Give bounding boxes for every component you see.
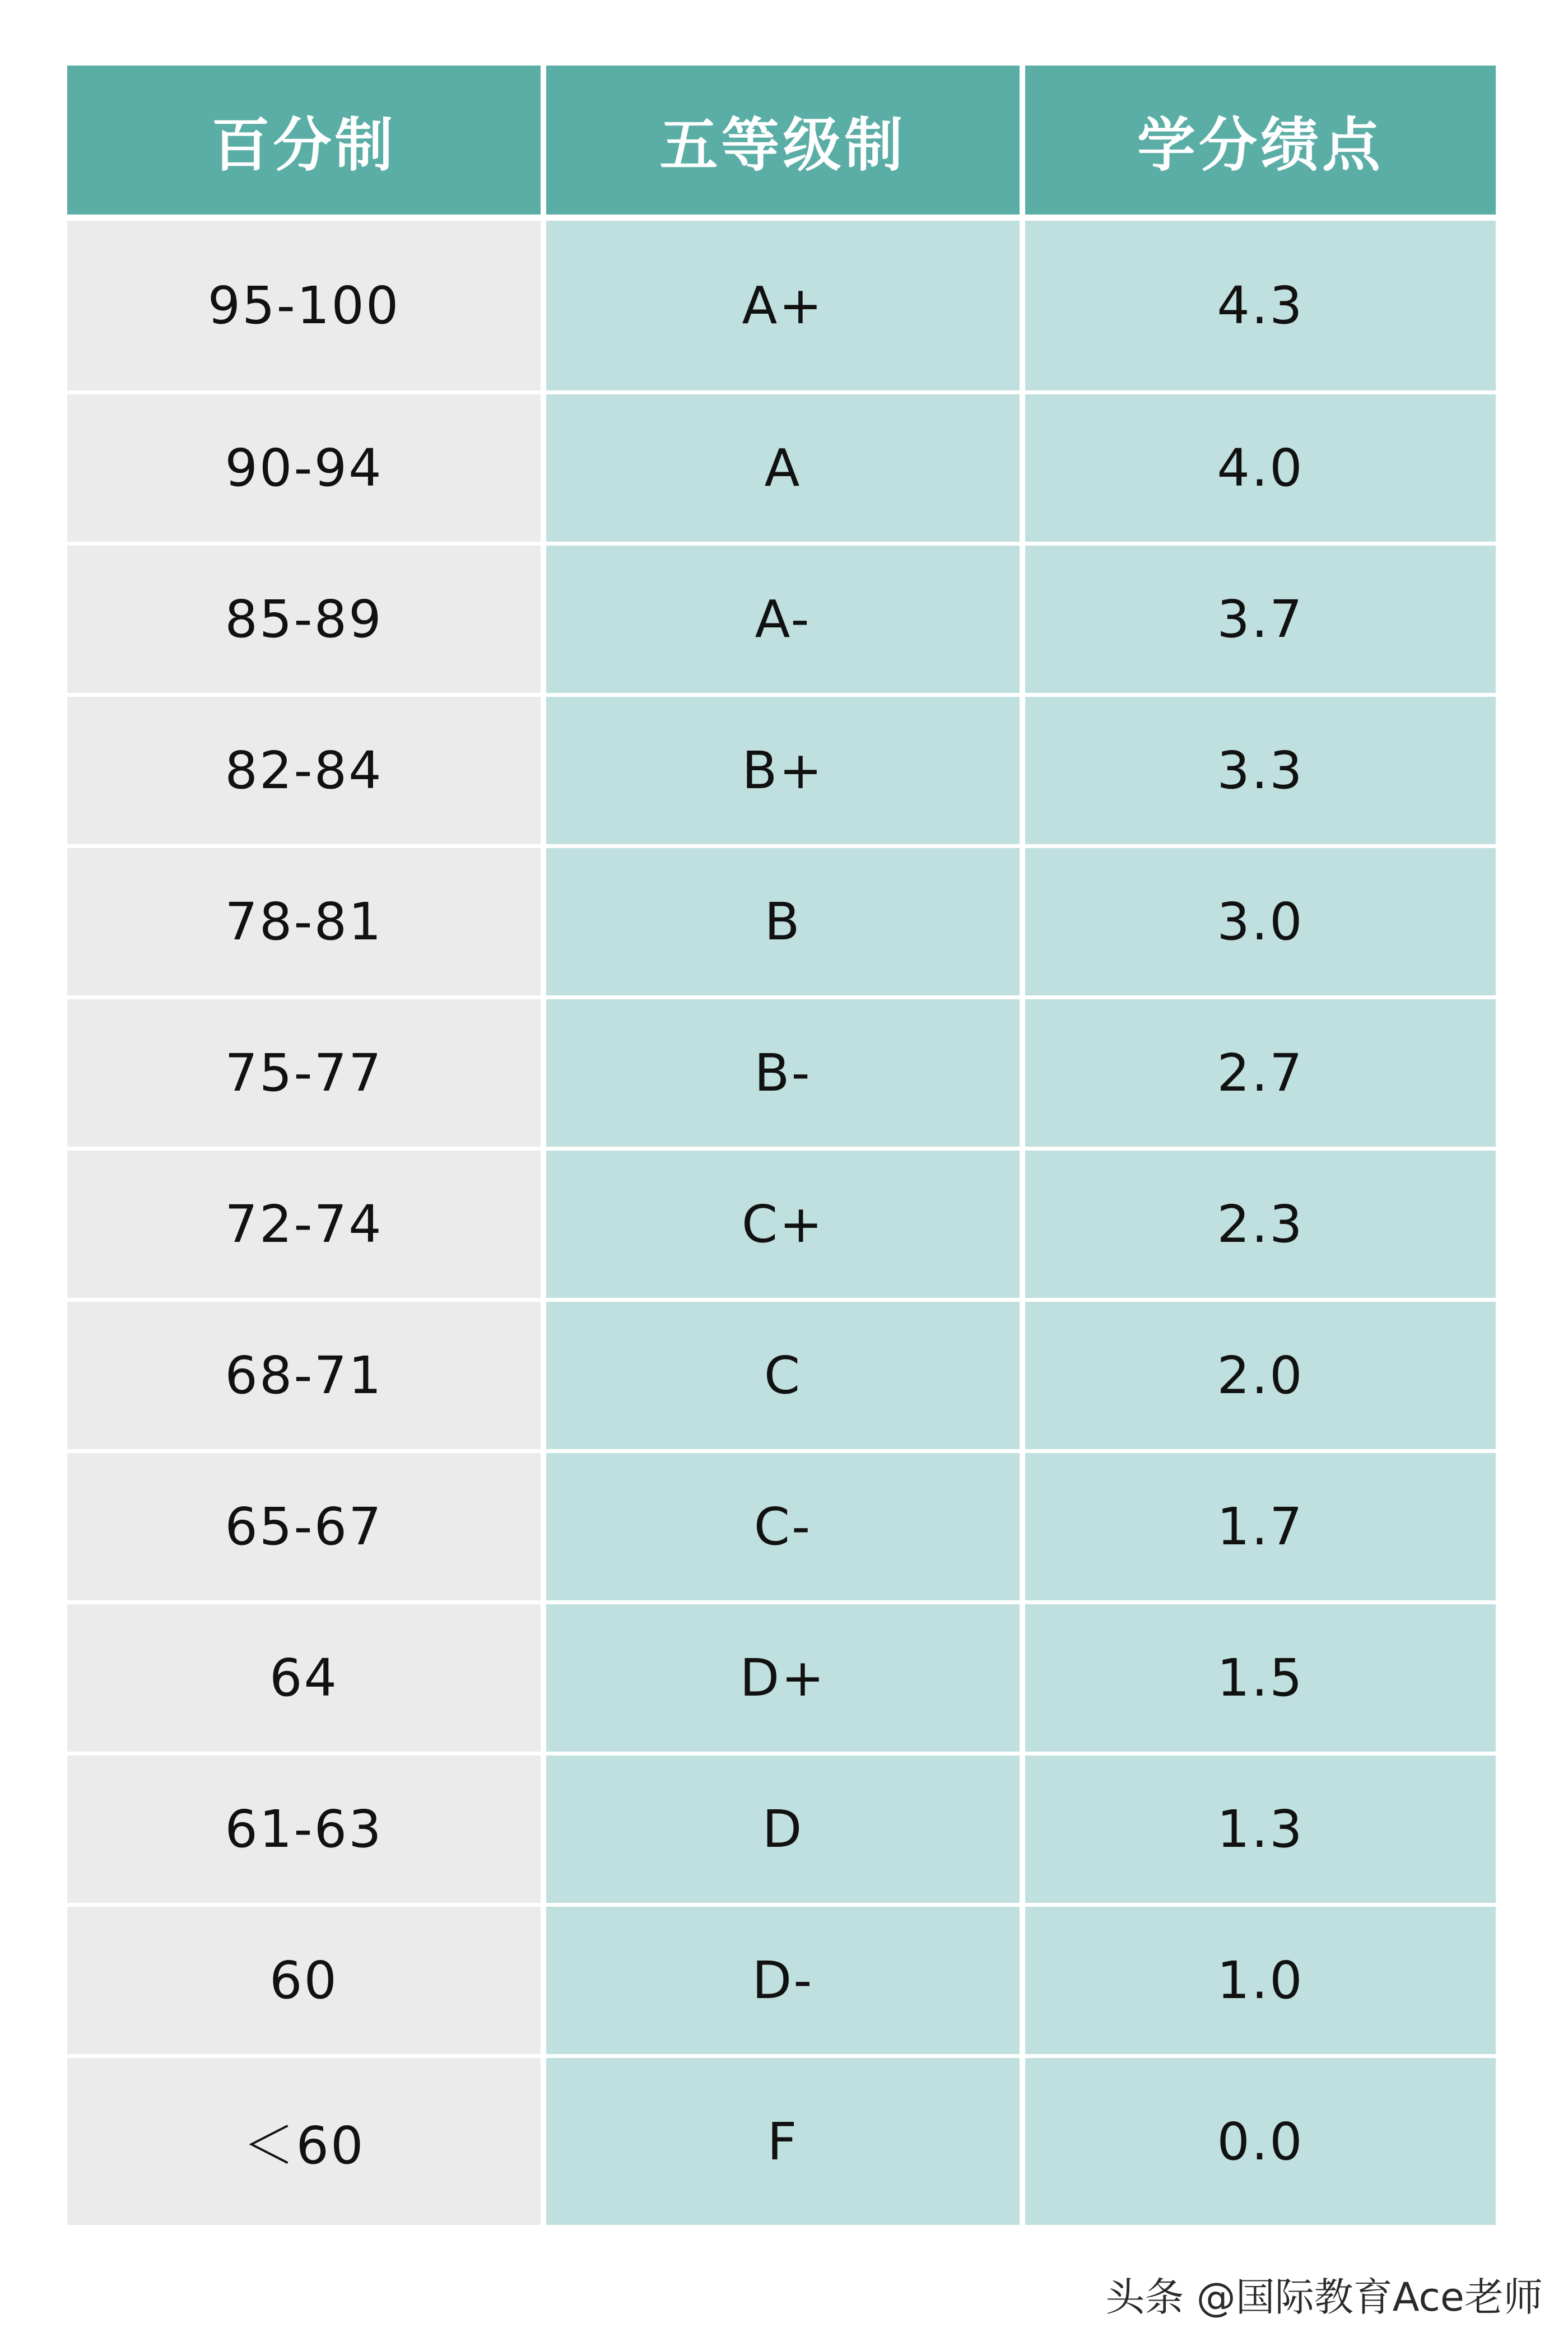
header-gpa: 学分绩点: [1025, 66, 1496, 215]
cell-gpa-row-11: 1.3: [1025, 1756, 1496, 1907]
cell-grade-row-12: D-: [546, 1907, 1020, 2058]
cell-grade-row-8: C: [546, 1302, 1020, 1453]
cell-percent-row-1: 95-100: [67, 221, 541, 394]
cell-gpa-row-12: 1.0: [1025, 1907, 1496, 2058]
cell-gpa-row-4: 3.3: [1025, 697, 1496, 848]
cell-percent-row-7: 72-74: [67, 1151, 541, 1302]
cell-grade-row-4: B+: [546, 697, 1020, 848]
cell-percent-row-12: 60: [67, 1907, 541, 2058]
header-percent-scale: 百分制: [67, 66, 541, 215]
cell-grade-row-1: A+: [546, 221, 1020, 394]
cell-grade-row-10: D+: [546, 1604, 1020, 1756]
grade-conversion-table: [67, 66, 1496, 2225]
cell-grade-row-7: C+: [546, 1151, 1020, 1302]
cell-grade-row-3: A-: [546, 546, 1020, 697]
cell-gpa-row-9: 1.7: [1025, 1453, 1496, 1604]
cell-percent-row-11: 61-63: [67, 1756, 541, 1907]
cell-gpa-row-13: 0.0: [1025, 2058, 1496, 2225]
cell-gpa-row-10: 1.5: [1025, 1604, 1496, 1756]
cell-gpa-row-6: 2.7: [1025, 999, 1496, 1151]
cell-grade-row-13: F: [546, 2058, 1020, 2225]
cell-gpa-row-3: 3.7: [1025, 546, 1496, 697]
cell-gpa-row-2: 4.0: [1025, 394, 1496, 546]
cell-percent-row-2: 90-94: [67, 394, 541, 546]
header-five-level-grade: 五等级制: [546, 66, 1020, 215]
watermark-text: 头条 @国际教育Ace老师: [1105, 2274, 1543, 2320]
cell-percent-row-4: 82-84: [67, 697, 541, 848]
cell-grade-row-9: C-: [546, 1453, 1020, 1604]
cell-percent-row-6: 75-77: [67, 999, 541, 1151]
cell-grade-row-11: D: [546, 1756, 1020, 1907]
cell-percent-row-10: 64: [67, 1604, 541, 1756]
cell-percent-row-5: 78-81: [67, 848, 541, 999]
cell-percent-row-8: 68-71: [67, 1302, 541, 1453]
cell-gpa-row-5: 3.0: [1025, 848, 1496, 999]
cell-percent-row-9: 65-67: [67, 1453, 541, 1604]
cell-grade-row-5: B: [546, 848, 1020, 999]
cell-gpa-row-8: 2.0: [1025, 1302, 1496, 1453]
cell-grade-row-6: B-: [546, 999, 1020, 1151]
cell-gpa-row-1: 4.3: [1025, 221, 1496, 394]
cell-grade-row-2: A: [546, 394, 1020, 546]
cell-percent-row-13: ＜60: [67, 2058, 541, 2225]
cell-gpa-row-7: 2.3: [1025, 1151, 1496, 1302]
cell-percent-row-3: 85-89: [67, 546, 541, 697]
